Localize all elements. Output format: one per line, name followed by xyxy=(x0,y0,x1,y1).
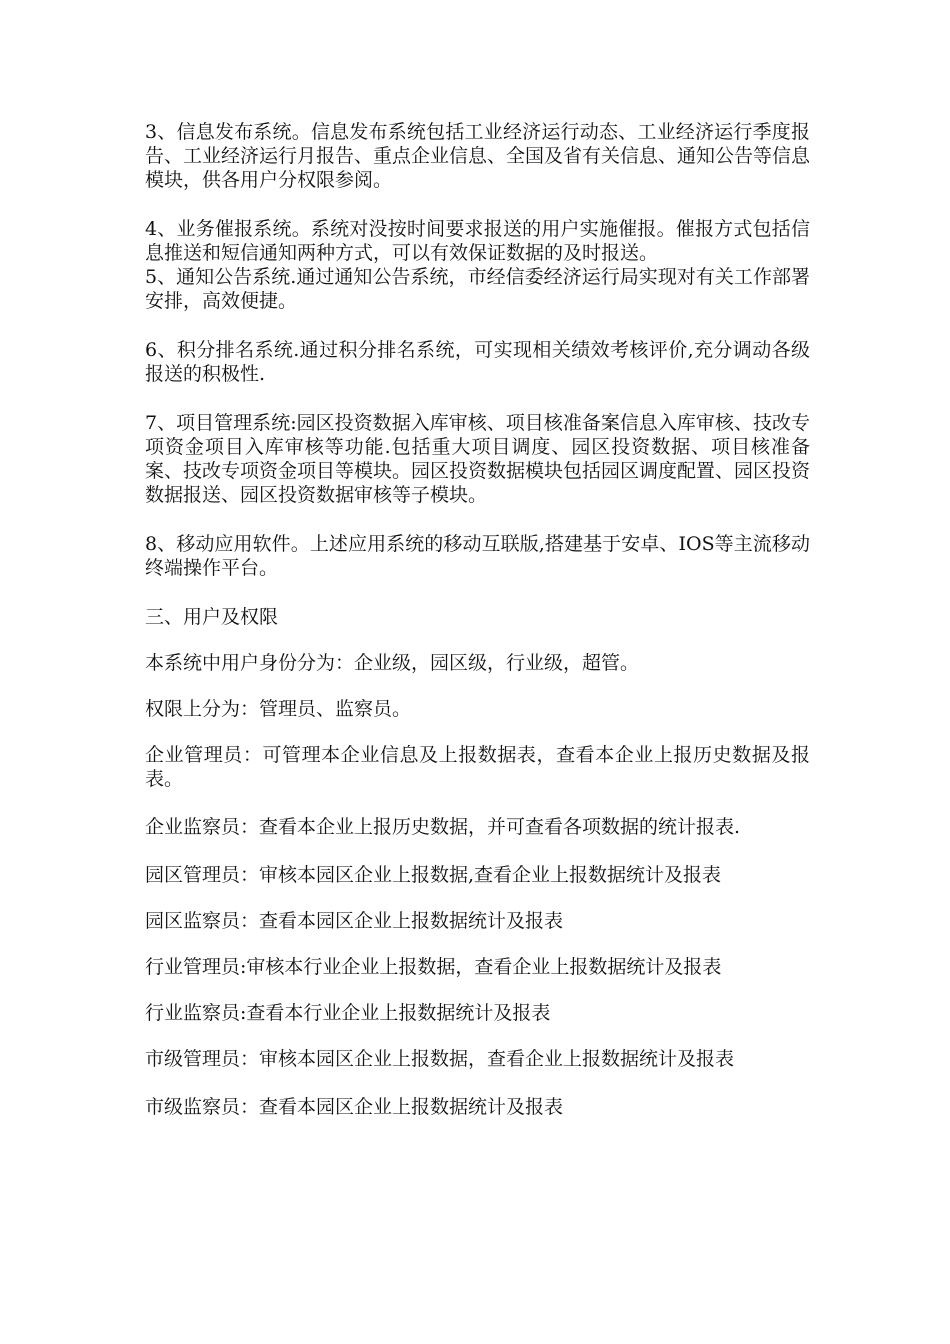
paragraph-notice-system: 5、通知公告系统.通过通知公告系统，市经信委经济运行局实现对有关工作部署安排，高效便捷。 xyxy=(145,266,810,312)
paragraph-ranking-system: 6、积分排名系统.通过积分排名系统，可实现相关绩效考核评价,充分调动各级报送的积极性. xyxy=(145,339,810,385)
section-heading-users-permissions: 三、用户及权限 xyxy=(145,606,279,628)
paragraph-info-publish-system: 3、信息发布系统。信息发布系统包括工业经济运行动态、工业经济运行季度报告、工业经济运行月报告、重点企业信息、全国及省有关信息、通知公告等信息模块，供各用户分权限参阅。 xyxy=(145,121,811,191)
paragraph-park-inspector: 园区监察员：查看本园区企业上报数据统计及报表 xyxy=(145,910,564,932)
paragraph-industry-admin: 行业管理员:审核本行业企业上报数据，查看企业上报数据统计及报表 xyxy=(145,956,722,978)
paragraph-reminder-system: 4、业务催报系统。系统对没按时间要求报送的用户实施催报。催报方式包括信息推送和短信通知两种方式，可以有效保证数据的及时报送。 xyxy=(145,218,810,264)
paragraph-park-admin: 园区管理员：审核本园区企业上报数据,查看企业上报数据统计及报表 xyxy=(145,864,722,886)
paragraph-enterprise-inspector: 企业监察员：查看本企业上报历史数据，并可查看各项数据的统计报表. xyxy=(145,816,741,838)
paragraph-project-management-system: 7、项目管理系统:园区投资数据入库审核、项目核准备案信息入库审核、技改专项资金项目入库审核等功能.包括重大项目调度、园区投资数据、项目核准备案、技改专项资金项目等模块。园区投资数据模块包括园区调度配置、园区投资数据报送、园区投资数据审核等子模块。 xyxy=(145,412,811,506)
paragraph-permission-levels: 权限上分为：管理员、监察员。 xyxy=(145,698,412,720)
paragraph-city-inspector: 市级监察员：查看本园区企业上报数据统计及报表 xyxy=(145,1096,564,1118)
paragraph-mobile-software: 8、移动应用软件。上述应用系统的移动互联版,搭建基于安卓、IOS等主流移动终端操作平台。 xyxy=(145,533,810,579)
document-body xyxy=(145,120,810,1119)
paragraph-industry-inspector: 行业监察员:查看本行业企业上报数据统计及报表 xyxy=(145,1002,551,1024)
paragraph-enterprise-admin: 企业管理员：可管理本企业信息及上报数据表，查看本企业上报历史数据及报表。 xyxy=(145,744,810,790)
paragraph-city-admin: 市级管理员：审核本园区企业上报数据，查看企业上报数据统计及报表 xyxy=(145,1048,735,1070)
paragraph-user-identities: 本系统中用户身份分为：企业级，园区级，行业级，超管。 xyxy=(145,652,640,674)
